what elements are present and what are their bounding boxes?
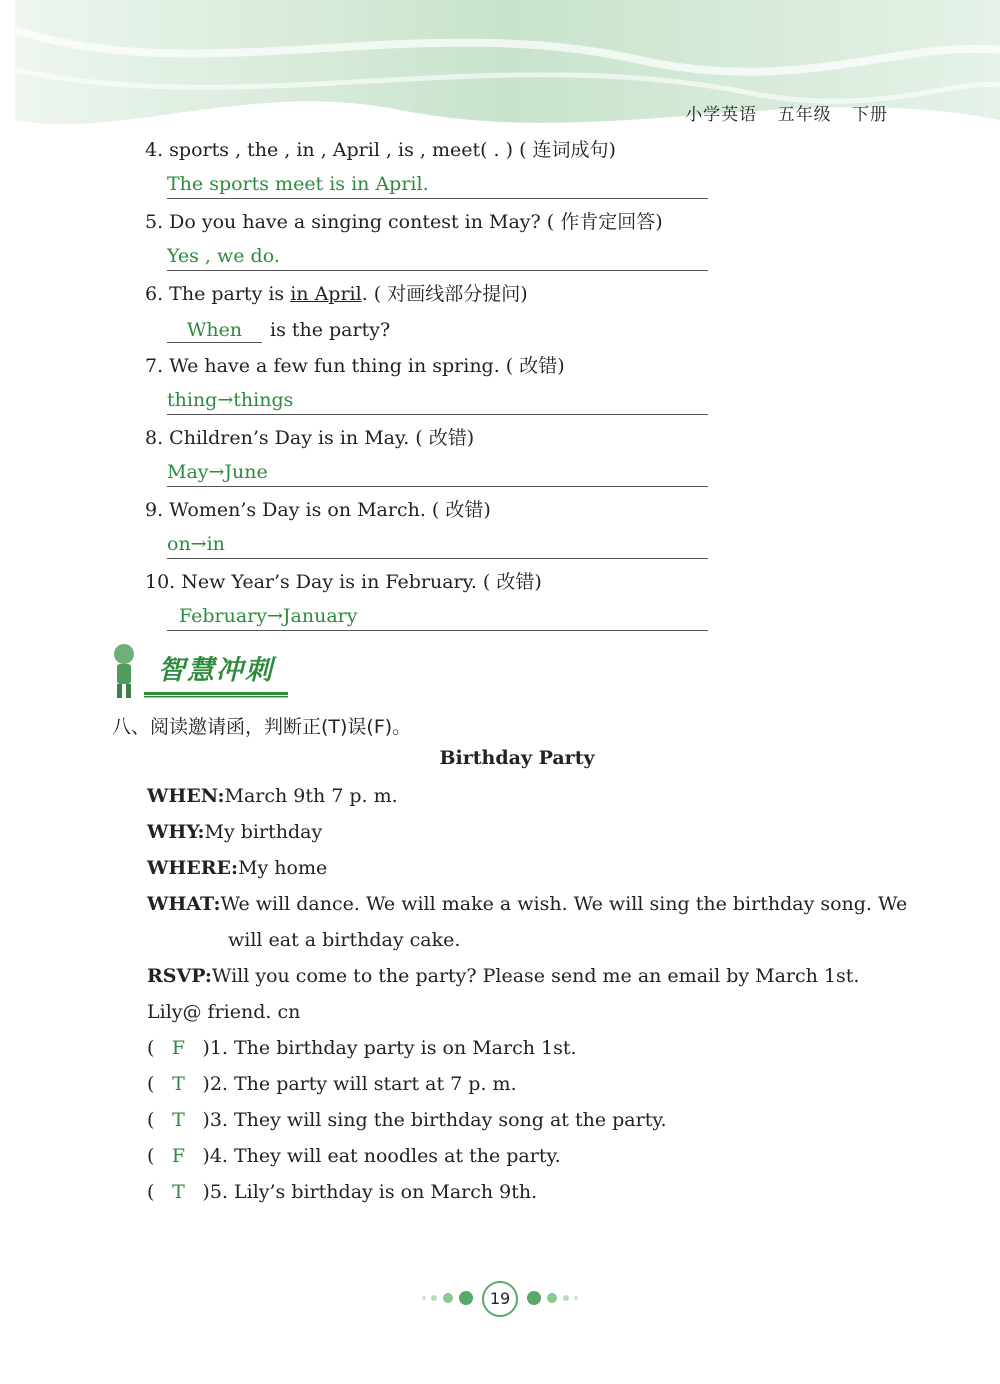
question-6-pre: 6. The party is xyxy=(145,283,291,305)
section-8-title: 八、阅读邀请函，判断正(T)误(F)。 xyxy=(112,716,412,738)
tf-statement-3: ( T )3. They will sing the birthday song at the party. xyxy=(147,1109,667,1131)
invite-where: WHERE:My home xyxy=(147,857,328,879)
question-5: 5. Do you have a singing contest in May? ( 作肯定回答) xyxy=(145,211,663,233)
answer-10: February→January xyxy=(167,604,708,631)
question-8: 8. Children’s Day is in May. ( 改错) xyxy=(145,427,475,449)
invite-email: Lily@ friend. cn xyxy=(147,1001,301,1023)
question-6-underlined: in April xyxy=(290,283,362,305)
question-7: 7. We have a few fun thing in spring. ( 改错) xyxy=(145,355,565,377)
invite-what: WHAT:We will dance. We will make a wish. We will sing the birthday song. We xyxy=(147,893,908,915)
question-6-post: . ( 对画线部分提问) xyxy=(361,283,528,305)
invite-title: Birthday Party xyxy=(439,747,595,769)
header-subject-line xyxy=(671,100,888,125)
tf-statement-2: ( T )2. The party will start at 7 p. m. xyxy=(147,1073,517,1095)
invite-why: WHY:My birthday xyxy=(147,821,323,843)
section-banner-title: 智慧冲刺 xyxy=(158,655,274,686)
header-subject: 小学英语 xyxy=(685,105,758,125)
invite-when: WHEN:March 9th 7 p. m. xyxy=(147,785,398,807)
header-banner xyxy=(0,0,1000,150)
tf-statement-5: ( T )5. Lily’s birthday is on March 9th. xyxy=(147,1181,538,1203)
answer-6-suffix: is the party? xyxy=(270,319,391,341)
invite-rsvp: RSVP:Will you come to the party? Please send me an email by March 1st. xyxy=(147,965,860,987)
answer-7: thing→things xyxy=(167,388,708,415)
answer-5: Yes , we do. xyxy=(167,244,708,271)
question-6 xyxy=(145,282,528,306)
answer-8: May→June xyxy=(167,460,708,487)
question-4: 4. sports , the , in , April , is , meet( . ) ( 连词成句) xyxy=(145,139,616,161)
question-9: 9. Women’s Day is on March. ( 改错) xyxy=(145,499,491,521)
page-number: 19 xyxy=(482,1281,518,1317)
answer-4: The sports meet is in April. xyxy=(167,172,708,199)
tf-statement-4: ( F )4. They will eat noodles at the party. xyxy=(147,1145,561,1167)
header-grade: 五年级 xyxy=(777,105,832,125)
answer-6: When xyxy=(167,318,262,343)
tf-statement-1: ( F )1. The birthday party is on March 1st. xyxy=(147,1037,577,1059)
answer-6-row xyxy=(167,318,390,343)
question-10: 10. New Year’s Day is in February. ( 改错) xyxy=(145,571,542,593)
header-volume: 下册 xyxy=(852,105,888,125)
invite-what-cont: will eat a birthday cake. xyxy=(228,929,461,951)
answer-9: on→in xyxy=(167,532,708,559)
